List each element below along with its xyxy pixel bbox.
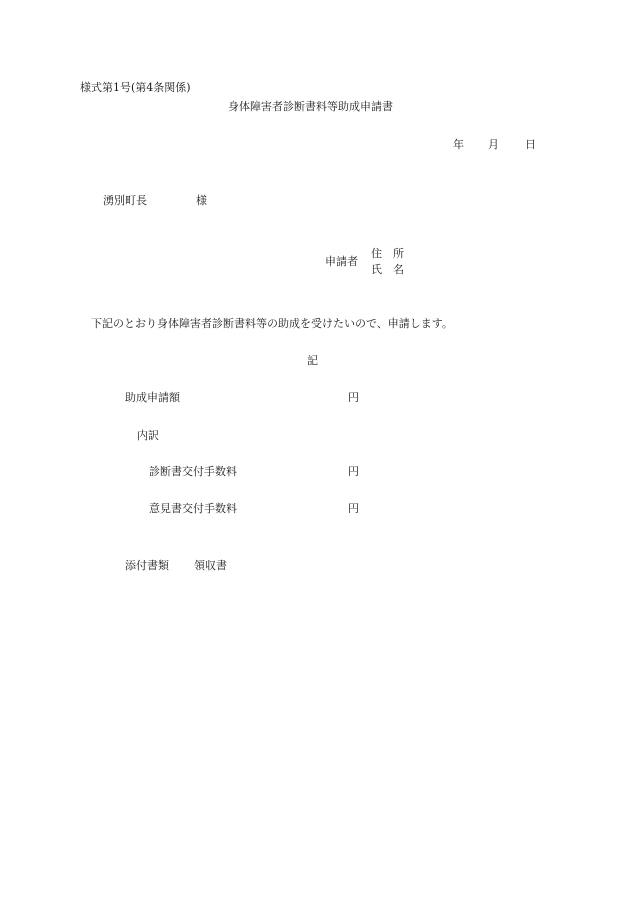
applicant-label: 申請者: [325, 255, 358, 268]
body-text: 下記のとおり身体障害者診断書料等の助成を受けたいので、申請します。: [91, 317, 453, 330]
applicant-name-label: 氏 名: [371, 263, 404, 276]
form-number: 様式第1号(第4条関係): [80, 81, 191, 94]
diagnosis-fee-label: 診断書交付手数料: [149, 465, 237, 478]
attachment-label: 添付書類: [125, 559, 169, 572]
document-title: 身体障害者診断書料等助成申請書: [228, 100, 393, 113]
addressee-name: 湧別町長: [103, 194, 147, 207]
date-year-label: 年: [453, 138, 464, 151]
opinion-fee-label: 意見書交付手数料: [149, 502, 237, 515]
date-day-label: 日: [525, 138, 536, 151]
diagnosis-fee-unit: 円: [348, 465, 359, 478]
addressee-honorific: 様: [196, 194, 207, 207]
ki-heading: 記: [307, 354, 318, 367]
breakdown-label: 内訳: [137, 429, 159, 442]
date-month-label: 月: [488, 138, 499, 151]
amount-label: 助成申請額: [125, 391, 180, 404]
opinion-fee-unit: 円: [348, 502, 359, 515]
attachment-value: 領収書: [194, 559, 227, 572]
amount-unit: 円: [348, 391, 359, 404]
applicant-address-label: 住 所: [371, 247, 404, 260]
